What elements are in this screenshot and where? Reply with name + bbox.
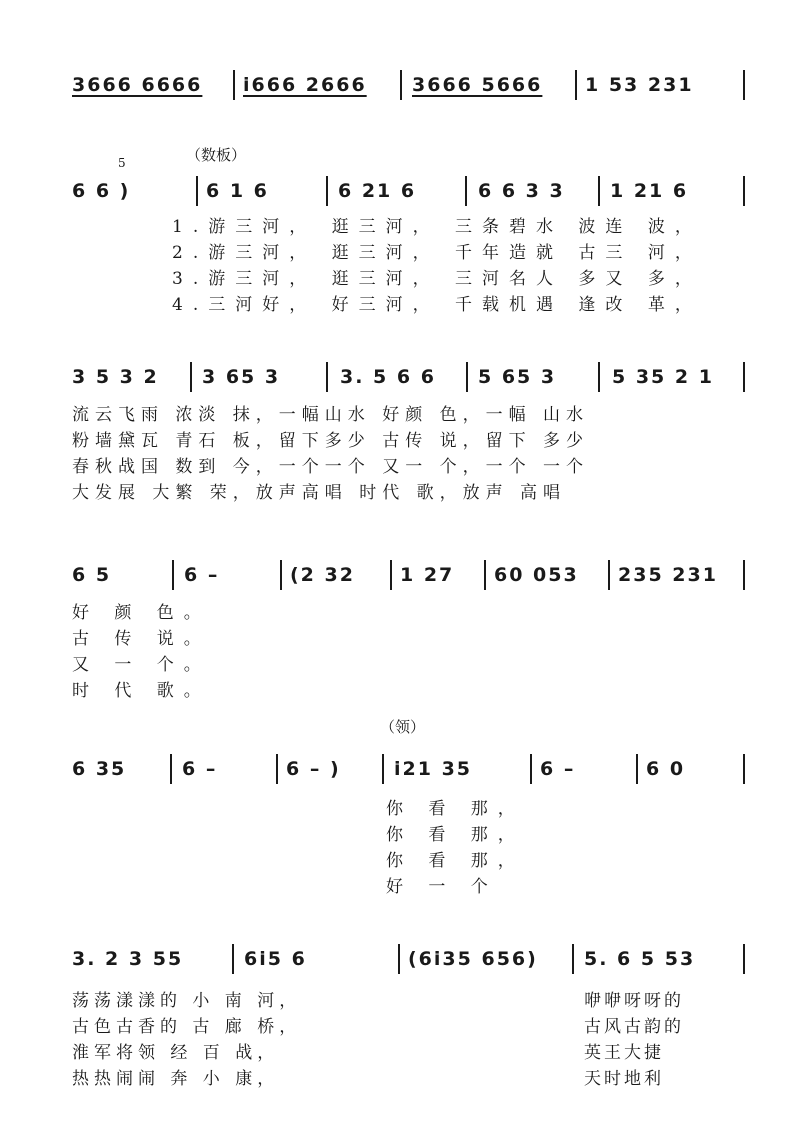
notes-row [0,358,810,398]
lyric-line: 好 颜 色。 [72,603,211,623]
lyric-line: 你 看 那， [386,851,525,871]
lyric-line: 流云飞雨 浓淡 抹，一幅山水 好颜 色，一幅 山水 [72,405,590,425]
notes-row [0,66,810,106]
measure: i666 2666 [243,74,367,96]
notes-row [0,556,810,596]
lyric-line: 又 一 个。 [72,655,211,675]
measure: 6 – ) [286,758,341,780]
measure: 235 231 [618,564,718,586]
barline [598,362,600,392]
lyric-line: 1.游三河， 逛三河， 三条碧水 波连 波， [172,217,702,237]
measure: 6 – [184,564,220,586]
barline [743,754,745,784]
measure: 6 6 3 3 [478,180,565,202]
lyric-line: 热热闹闹 奔 小 康， [72,1069,280,1089]
barline [743,176,745,206]
lyric-line: 好 一 个 [386,877,498,897]
barline [170,754,172,784]
lyric-line: 咿咿呀呀的 [584,991,684,1011]
lyric-line: 春秋战国 数到 今，一个一个 又一 个，一个 一个 [72,457,590,477]
measure: 5 65 3 [478,366,557,388]
measure: 3666 5666 [412,74,543,96]
lyric-line: 粉墙黛瓦 青石 板，留下多少 古传 说，留下 多少 [72,431,590,451]
measure: 6 6 ) [72,180,131,202]
measure: 6 21 6 [338,180,417,202]
barline [190,362,192,392]
barline [743,944,745,974]
barline [575,70,577,100]
lyric-line: 大发展 大繁 荣，放声高唱 时代 歌，放声 高唱 [72,483,567,503]
measure: i21 35 [394,758,473,780]
lyric-line: 古色古香的 古 廊 桥， [72,1017,302,1037]
barline [743,560,745,590]
lead-annotation: （领） [380,718,426,736]
measure: 5 35 2 1 [612,366,714,388]
lyric-line: 古风古韵的 [584,1017,684,1037]
tempo-annotation: （数板） [186,146,247,164]
measure: 6i5 6 [244,948,307,970]
barline [276,754,278,784]
notes-row [0,172,810,212]
barline [743,362,745,392]
measure: 3. 5 6 6 [340,366,436,388]
measure: (2 32 [290,564,355,586]
barline [636,754,638,784]
barline [466,362,468,392]
lyric-line: 淮军将领 经 百 战， [72,1043,280,1063]
notes-row [0,940,810,980]
measure: 6 35 [72,758,127,780]
barline [326,362,328,392]
measure: 6 – [182,758,218,780]
measure: 5. 6 5 53 [584,948,696,970]
barline [465,176,467,206]
lyric-line: 你 看 那， [386,799,525,819]
notes-row [0,750,810,790]
measure: 3 5 3 2 [72,366,159,388]
lyric-line: 时 代 歌。 [72,681,211,701]
lyric-line: 2.游三河， 逛三河， 千年造就 古三 河， [172,243,702,263]
barline [530,754,532,784]
barline [598,176,600,206]
measure: 60 053 [494,564,579,586]
measure: 1 53 231 [585,74,694,96]
measure: 6 0 [646,758,686,780]
lyric-line: 4.三河好， 好三河， 千载机遇 逢改 革， [172,295,702,315]
measure: 3. 2 3 55 [72,948,184,970]
barline [232,944,234,974]
grace-note: 5 [118,156,126,170]
barline [743,70,745,100]
lyric-line: 古 传 说。 [72,629,211,649]
barline [484,560,486,590]
barline [400,70,402,100]
measure: 6 5 [72,564,112,586]
measure: 1 21 6 [610,180,689,202]
barline [233,70,235,100]
barline [608,560,610,590]
lyric-line: 你 看 那， [386,825,525,845]
lyric-line: 荡荡漾漾的 小 南 河， [72,991,302,1011]
barline [280,560,282,590]
lyric-line: 英王大捷 [584,1043,664,1063]
barline [390,560,392,590]
barline [572,944,574,974]
measure: 6 1 6 [206,180,269,202]
measure: 6 – [540,758,576,780]
barline [196,176,198,206]
lyric-line: 3.游三河， 逛三河， 三河名人 多又 多， [172,269,702,289]
barline [172,560,174,590]
barline [326,176,328,206]
measure: 3666 6666 [72,74,203,96]
measure: 1 27 [400,564,455,586]
measure: (6i35 656) [408,948,538,970]
lyric-line: 天时地利 [584,1069,664,1089]
barline [398,944,400,974]
barline [382,754,384,784]
measure: 3 65 3 [202,366,281,388]
